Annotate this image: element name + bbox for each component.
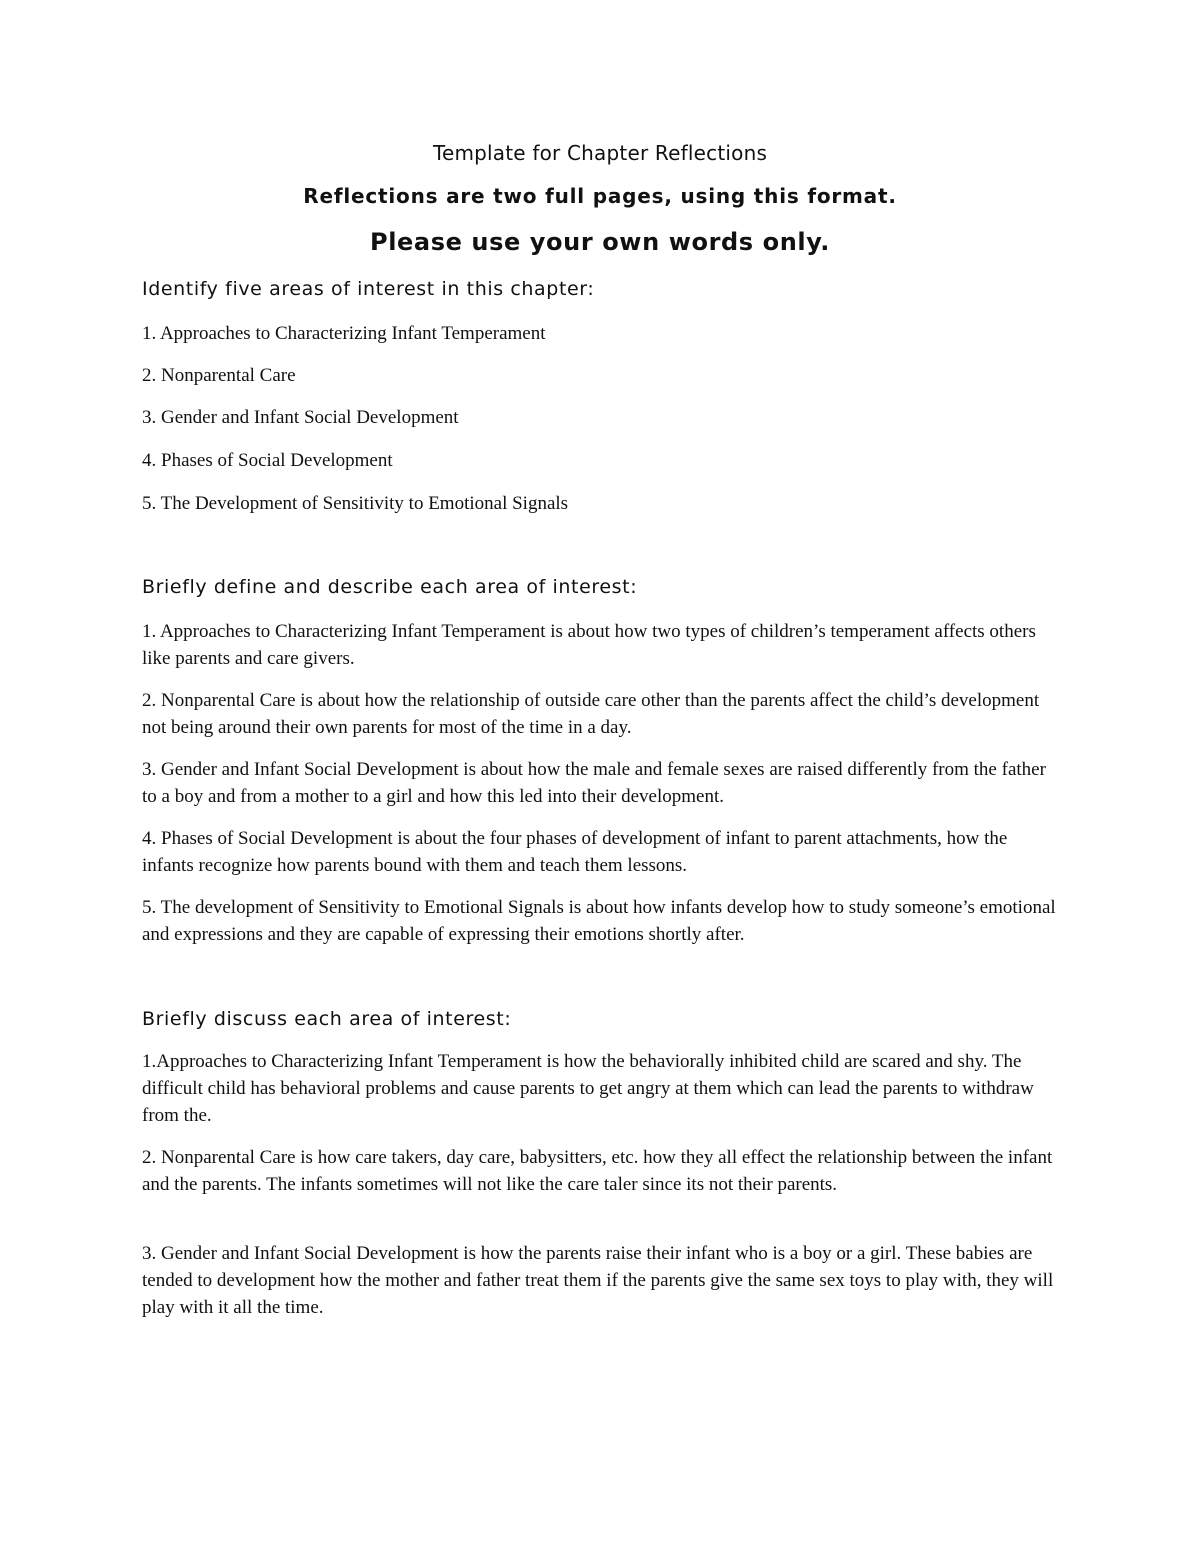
identify-heading: Identify five areas of interest in this chapter: xyxy=(142,278,595,300)
discuss-paragraph: 3. Gender and Infant Social Development is how the parents raise their infant who is a boy or a girl. These babies are tended to development how the mother and father treat them if the parents give the same sex toys to play with, they will play with it all the time. xyxy=(142,1243,1054,1318)
define-paragraph: 3. Gender and Infant Social Development is about how the male and female sexes are raised differently from the father to a boy and from a mother to a girl and how this led into their development. xyxy=(142,759,1046,807)
document-title: Template for Chapter Reflections xyxy=(432,141,768,165)
identify-item: 1. Approaches to Characterizing Infant Temperament xyxy=(142,323,546,344)
identify-item: 4. Phases of Social Development xyxy=(142,450,393,471)
define-paragraph: 5. The development of Sensitivity to Emotional Signals is about how infants develop how to study someone’s emotional and expressions and they are capable of expressing their emotions shortly after. xyxy=(142,897,1056,945)
discuss-paragraph: 1.Approaches to Characterizing Infant Temperament is how the behaviorally inhibited child are scared and shy. The difficult child has behavioral problems and cause parents to get angry at them which can lead the parents to withdraw from the. xyxy=(142,1051,1034,1126)
document-subtitle: Reflections are two full pages, using this format. xyxy=(303,184,897,208)
define-paragraph: 2. Nonparental Care is about how the relationship of outside care other than the parents affect the child’s development not being around their own parents for most of the time in a day. xyxy=(142,690,1040,738)
identify-item: 5. The Development of Sensitivity to Emotional Signals xyxy=(142,493,569,514)
document-instruction: Please use your own words only. xyxy=(370,228,830,256)
define-paragraph: 4. Phases of Social Development is about the four phases of development of infant to parent attachments, how the infants recognize how parents bound with them and teach them lessons. xyxy=(142,828,1008,876)
discuss-heading: Briefly discuss each area of interest: xyxy=(142,1008,512,1030)
discuss-paragraph: 2. Nonparental Care is how care takers, day care, babysitters, etc. how they all effect the relationship between the infant and the parents. The infants sometimes will not like the care taler since its not their parents. xyxy=(142,1147,1053,1195)
identify-item: 2. Nonparental Care xyxy=(142,365,296,386)
define-paragraph: 1. Approaches to Characterizing Infant Temperament is about how two types of children’s temperament affects others like parents and care givers. xyxy=(142,621,1036,669)
identify-item: 3. Gender and Infant Social Development xyxy=(142,407,459,428)
define-heading: Briefly define and describe each area of interest: xyxy=(142,576,638,598)
